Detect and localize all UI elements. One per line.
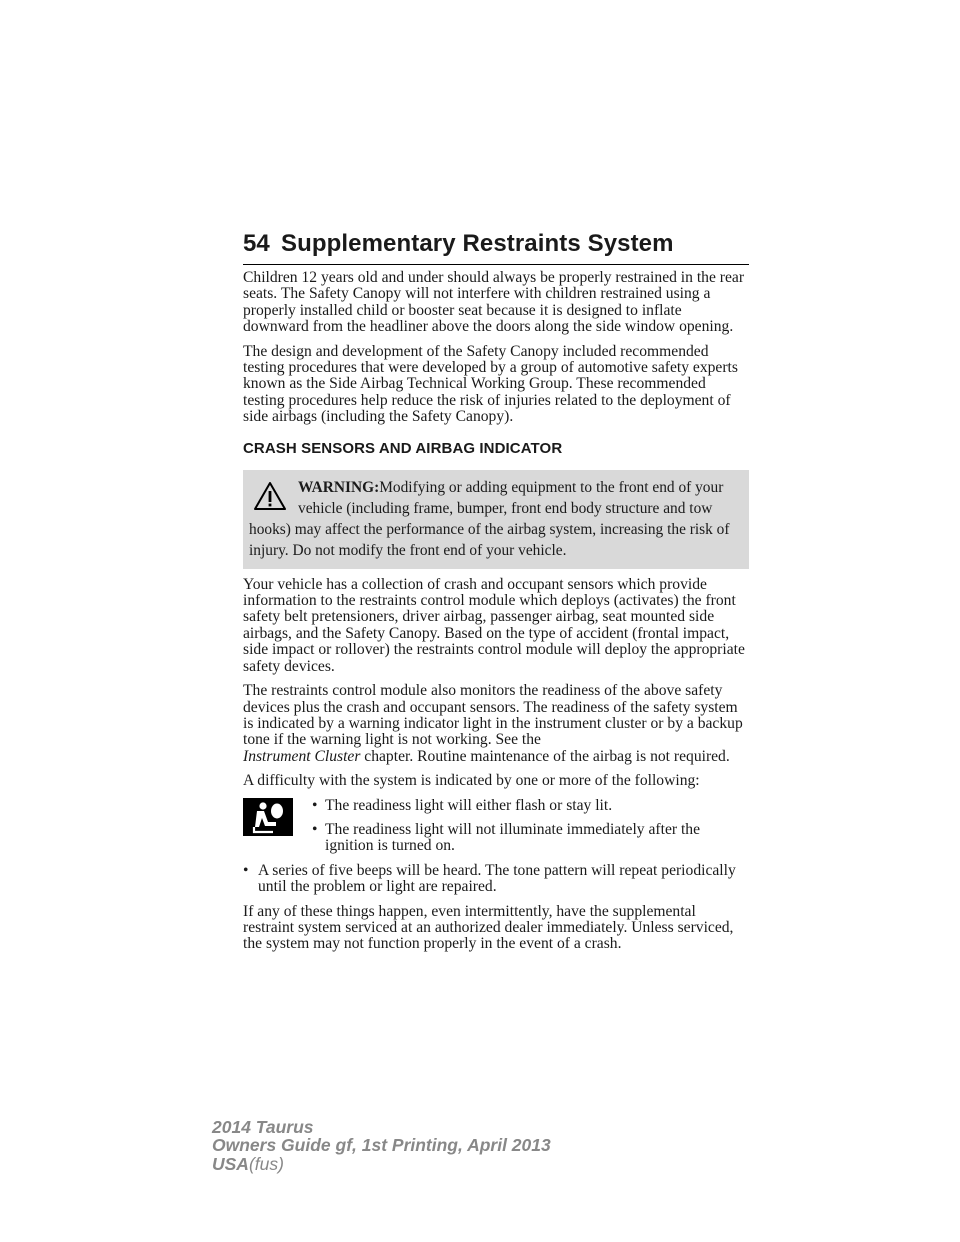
list-item: • The readiness light will either flash or stay lit. <box>312 796 613 814</box>
warning-label: WARNING: <box>298 478 380 496</box>
list-item: • A series of five beeps will be heard. The tone pattern will repeat periodically until the problem or light are repaired. <box>243 861 736 896</box>
footer-model: 2014 Taurus <box>212 1117 314 1137</box>
footer-printing: Owners Guide gf, 1st Printing, April 2013 <box>212 1135 551 1156</box>
page-number: 54 <box>243 230 270 257</box>
paragraph-safety-canopy-design: The design and development of the Safety Canopy included recommended testing procedures that were developed by a group of automotive safety experts known as the Side Airbag Technical Working Group. These recommended testing procedures help reduce the risk of injuries related to the deployment of side airbags (including the Safety Canopy). <box>243 342 738 426</box>
readiness-text: The restraints control module also monitors the readiness of the above safety devices plus the crash and occupant sensors. The readiness of the safety system is indicated by a warning indicator light in the instrument cluster or by a backup tone if the warning light is not working. See the <box>243 682 743 749</box>
paragraph-sensors: Your vehicle has a collection of crash and occupant sensors which provide information to the restraints control module which deploys (activates) the front safety belt pretensioners, driver airbag, passenger airbag, seat mounted side airbags, and the Safety Canopy. Based on the type of accident (frontal impact, side impact or rollover) the restraints control module will deploy the appropriate safety devices. <box>243 575 745 675</box>
difficulty-list <box>243 798 749 896</box>
warning-text: Modifying or adding equipment to the front end of your vehicle (including frame, bumper, front end body structure and tow hooks) may affect the performance of the airbag system, increasing the risk of injury. Do not modify the front end of your vehicle. <box>249 478 730 559</box>
warning-triangle-icon <box>253 481 287 511</box>
paragraph-children-restraint: Children 12 years old and under should always be properly restrained in the rear seats. The Safety Canopy will not interfere with children restrained using a properly installed child or booster seat because it is designed to inflate downward from the headliner above the doors along the side window opening. <box>243 269 745 336</box>
section-heading: CRASH SENSORS AND AIRBAG INDICATOR <box>243 439 563 457</box>
list-item: • The readiness light will not illuminate immediately after the ignition is turned on. <box>312 820 701 855</box>
page-content <box>243 270 749 961</box>
page-header <box>243 230 749 265</box>
paragraph-service-advice: If any of these things happen, even intermittently, have the supplemental restraint system serviced at an authorized dealer immediately. Unless serviced, the system may not function properly in the event of a crash. <box>243 902 734 953</box>
paragraph-readiness <box>243 683 749 765</box>
footer-region: USA <box>212 1153 249 1174</box>
readiness-text-end: chapter. Routine maintenance of the airbag is not required. <box>364 747 730 765</box>
warning-box <box>243 470 749 569</box>
instrument-cluster-reference: Instrument Cluster <box>243 747 361 765</box>
paragraph-difficulty-intro: A difficulty with the system is indicated by one or more of the following: <box>243 772 700 790</box>
footer-region-code: (fus) <box>248 1153 284 1174</box>
page-footer <box>212 1118 551 1173</box>
section-title: Supplementary Restraints System <box>281 230 674 257</box>
